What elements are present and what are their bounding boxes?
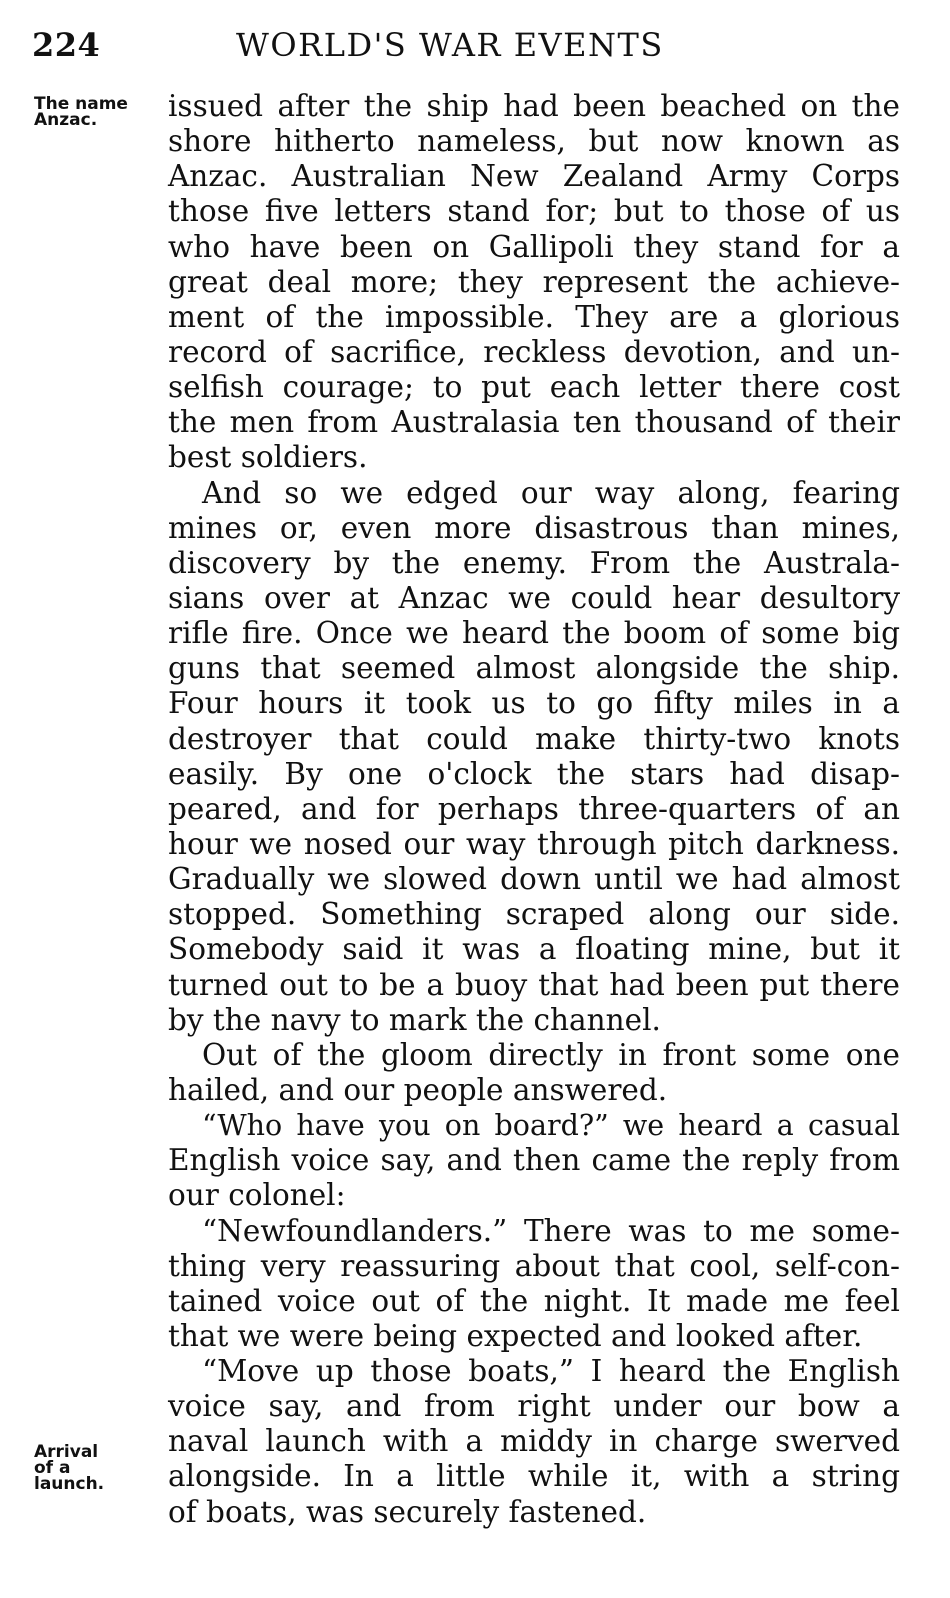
text-line: discovery by the enemy. From the Australa-	[168, 545, 900, 580]
text-line: “Newfoundlanders.” There was to me some-	[202, 1213, 900, 1248]
body-text	[168, 89, 900, 1530]
text-line: Gradually we slowed down until we had almost	[168, 862, 900, 897]
text-line: hour we nosed our way through pitch darkness.	[168, 826, 900, 861]
text-line: by the navy to mark the channel.	[168, 1002, 661, 1037]
margin-note-arrival-of-a-launch	[34, 1444, 152, 1492]
text-line: best soldiers.	[168, 440, 368, 475]
text-line: Out of the gloom directly in front some one	[202, 1037, 900, 1072]
text-line: shore hitherto nameless, but now known as	[168, 124, 900, 159]
page-number: 224	[32, 26, 101, 64]
text-line: mines or, even more disastrous than mines,	[168, 510, 900, 545]
page-header	[0, 26, 950, 70]
text-line: of boats, was securely fastened.	[168, 1494, 647, 1529]
margin-note-line: The name	[34, 94, 128, 114]
text-line: ment of the impossible. They are a glorious	[168, 299, 900, 334]
text-line: tained voice out of the night. It made me feel	[168, 1283, 900, 1318]
text-line: our colonel:	[168, 1178, 346, 1213]
margin-note-the-name-anzac	[34, 96, 152, 128]
text-line: turned out to be a buoy that had been put there	[168, 967, 900, 1002]
text-line: selfish courage; to put each letter there cost	[168, 370, 900, 405]
text-line: And so we edged our way along, fearing	[202, 475, 900, 510]
text-line: those five letters stand for; but to those of us	[168, 194, 900, 229]
text-line: destroyer that could make thirty-two knots	[168, 721, 900, 756]
text-line: record of sacrifice, reckless devotion, and un-	[168, 334, 900, 369]
running-title: WORLD'S WAR EVENTS	[236, 26, 664, 64]
text-line: great deal more; they represent the achieve-	[168, 264, 900, 299]
margin-note-line: launch.	[34, 1474, 105, 1494]
text-line: English voice say, and then came the reply from	[168, 1143, 900, 1178]
text-line: alongside. In a little while it, with a string	[168, 1459, 900, 1494]
text-line: issued after the ship had been beached on the	[168, 89, 900, 123]
text-line: the men from Australasia ten thousand of their	[168, 405, 900, 440]
text-line: who have been on Gallipoli they stand for a	[168, 229, 900, 264]
text-line: naval launch with a middy in charge swerved	[168, 1424, 900, 1459]
text-line: rifle fire. Once we heard the boom of some big	[168, 616, 900, 651]
text-line: peared, and for perhaps three-quarters of an	[168, 791, 900, 826]
margin-note-line: Anzac.	[34, 110, 98, 130]
text-line: that we were being expected and looked after.	[168, 1318, 863, 1353]
text-line: Anzac. Australian New Zealand Army Corps	[168, 159, 900, 194]
text-line: “Move up those boats,” I heard the English	[202, 1354, 900, 1389]
text-line: “Who have you on board?” we heard a casual	[202, 1109, 900, 1143]
text-line: thing very reassuring about that cool, self-con-	[168, 1248, 900, 1283]
text-line: Somebody said it was a floating mine, but it	[168, 932, 900, 967]
text-line: stopped. Something scraped along our side.	[168, 897, 900, 932]
text-line: voice say, and from right under our bow a	[168, 1389, 900, 1424]
text-line: guns that seemed almost alongside the ship.	[168, 651, 900, 686]
text-line: hailed, and our people answered.	[168, 1072, 668, 1107]
text-line: easily. By one o'clock the stars had disap-	[168, 756, 900, 791]
text-line: sians over at Anzac we could hear desultory	[168, 580, 900, 615]
text-line: Four hours it took us to go fifty miles in a	[168, 686, 900, 721]
margin-note-line: Arrival	[34, 1442, 99, 1462]
margin-note-line: of a	[34, 1458, 71, 1478]
